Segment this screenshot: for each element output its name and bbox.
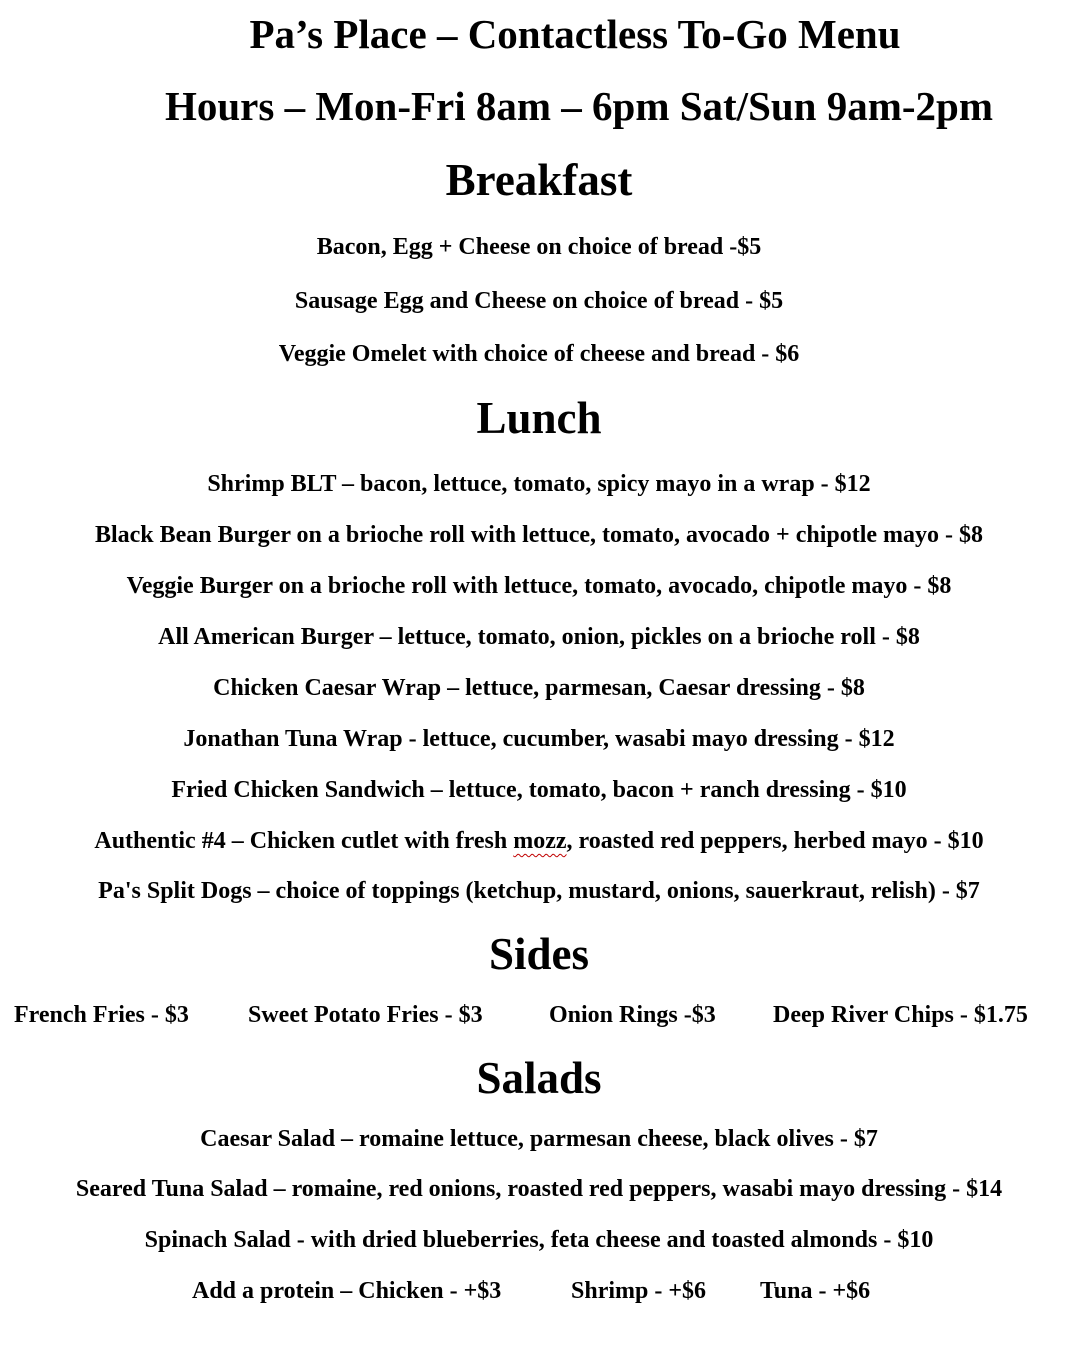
protein-tuna: Tuna - +$6 [760,1278,871,1304]
lunch-item: Jonathan Tuna Wrap - lettuce, cucumber, wasabi mayo dressing - $12 [183,726,895,752]
lunch-item: Shrimp BLT – bacon, lettuce, tomato, spicy mayo in a wrap - $12 [207,471,871,497]
lunch-item: Fried Chicken Sandwich – lettuce, tomato, bacon + ranch dressing - $10 [171,777,907,803]
lunch-item: Chicken Caesar Wrap – lettuce, parmesan, Caesar dressing - $8 [213,675,865,701]
breakfast-item: Veggie Omelet with choice of cheese and bread - $6 [278,341,800,367]
side-item: Deep River Chips - $1.75 [773,1002,1028,1028]
lunch-heading: Lunch [476,393,602,443]
lunch-item: Black Bean Burger on a brioche roll with lettuce, tomato, avocado + chipotle mayo - $8 [94,522,984,548]
breakfast-heading: Breakfast [445,155,633,205]
lunch-item [0,829,1078,853]
lunch-item: Pa's Split Dogs – choice of toppings (ketchup, mustard, onions, sauerkraut, relish) - $7 [98,878,980,904]
salad-item: Caesar Salad – romaine lettuce, parmesan cheese, black olives - $7 [200,1126,878,1152]
protein-chicken: Add a protein – Chicken - +$3 [192,1278,502,1304]
menu-title: Pa’s Place – Contactless To-Go Menu [249,11,901,57]
breakfast-item: Sausage Egg and Cheese on choice of bread - $5 [294,288,784,314]
salads-heading: Salads [476,1053,602,1103]
sides-heading: Sides [488,929,590,979]
side-item: Onion Rings -$3 [549,1002,716,1028]
lunch-item: All American Burger – lettuce, tomato, onion, pickles on a brioche roll - $8 [158,624,920,650]
breakfast-item: Bacon, Egg + Cheese on choice of bread -$5 [316,234,762,260]
salad-item: Spinach Salad - with dried blueberries, feta cheese and toasted almonds - $10 [144,1227,934,1253]
lunch-item: Veggie Burger on a brioche roll with lettuce, tomato, avocado, chipotle mayo - $8 [126,573,952,599]
lunch-item-text: , roasted red peppers, herbed mayo - $10 [566,828,984,854]
hours-line: Hours – Mon-Fri 8am – 6pm Sat/Sun 9am-2pm [164,83,993,129]
lunch-item-text: Authentic #4 – Chicken cutlet with fresh [94,828,514,854]
side-item: Sweet Potato Fries - $3 [248,1002,483,1028]
protein-shrimp: Shrimp - +$6 [571,1278,707,1304]
side-item: French Fries - $3 [14,1002,189,1028]
spellcheck-word-mozz: mozz [513,828,567,854]
salad-item: Seared Tuna Salad – romaine, red onions, roasted red peppers, wasabi mayo dressing - $14 [75,1176,1003,1202]
